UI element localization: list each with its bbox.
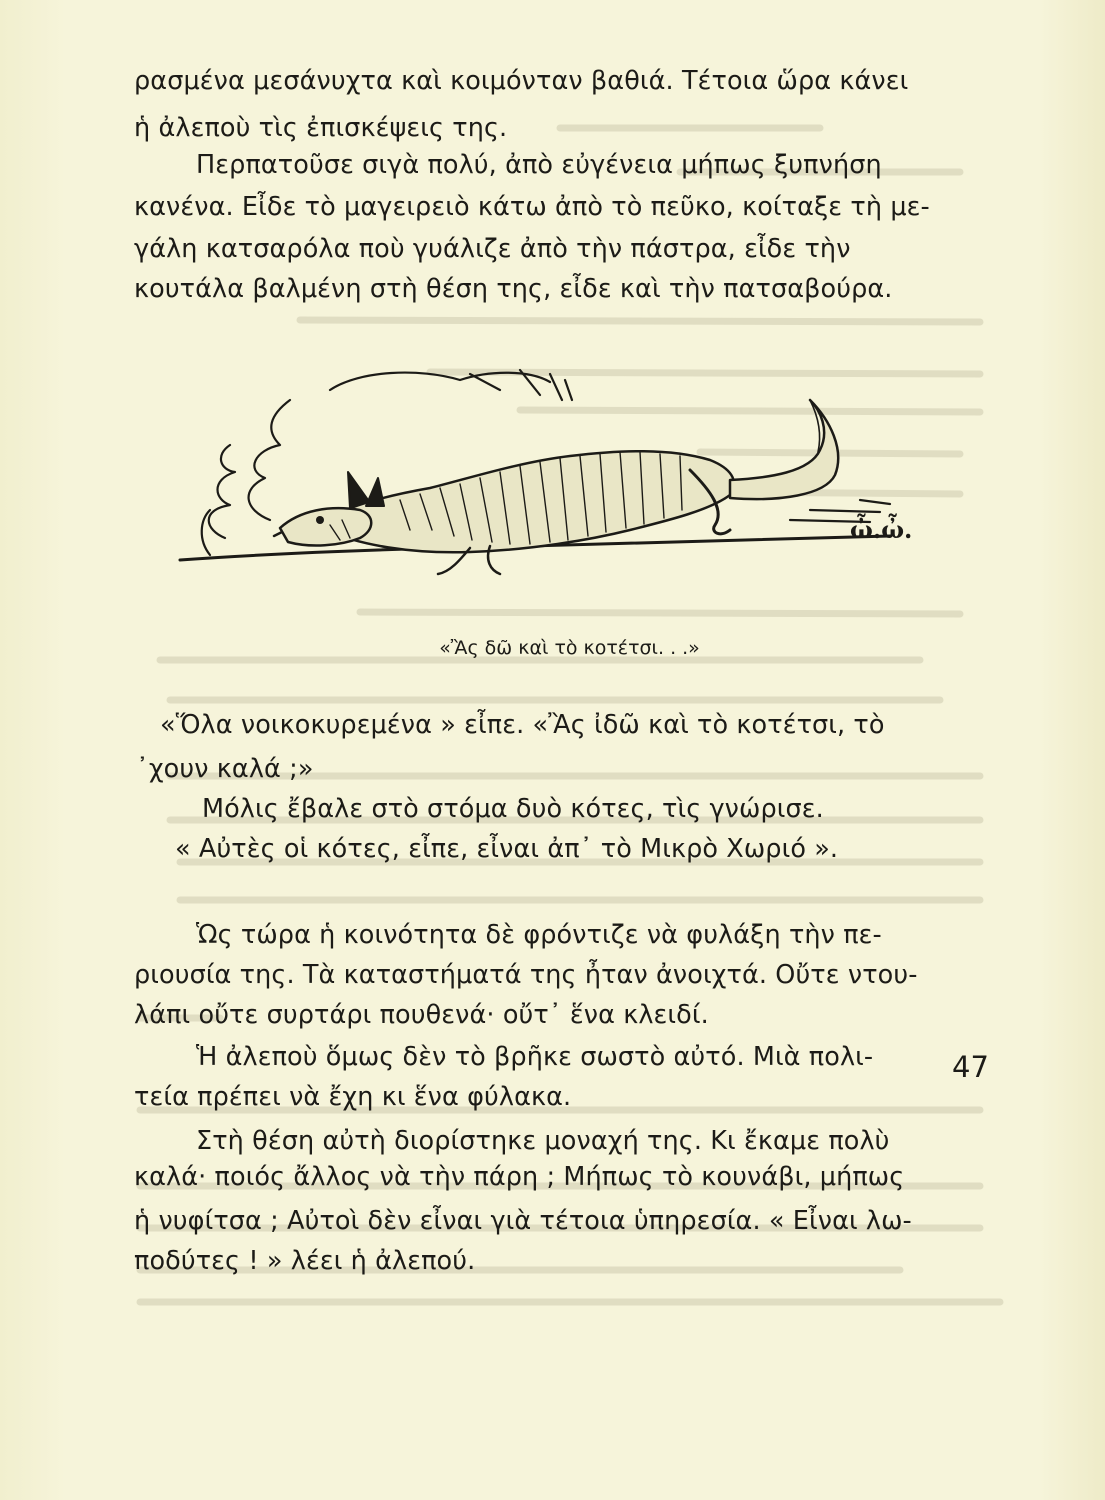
text-line: τεία πρέπει νὰ ἔχη κι ἕνα φύλακα. [134, 1082, 572, 1112]
text-line: κουτάλα βαλμένη στὴ θέση της, εἶδε καὶ τὴν πατσαβούρα. [134, 274, 893, 304]
text-line: «Ὅλα νοικοκυρεμένα » εἶπε. «Ἂς ἰδῶ καὶ τὸ κοτέτσι, τὸ [160, 710, 885, 740]
text-line: Στὴ θέση αὐτὴ διορίστηκε μοναχή της. Κι ἔκαμε πολὺ [196, 1126, 890, 1156]
text-line: Μόλις ἔβαλε στὸ στόμα δυὸ κότες, τὶς γνώρισε. [202, 794, 824, 824]
text-line: ἡ ἀλεποὺ τὶς ἐπισκέψεις της. [134, 113, 508, 143]
text-line: ποδύτες ! » λέει ἡ ἀλεπού. [134, 1246, 476, 1276]
artist-signature: ὦ.ὦ. [850, 515, 913, 544]
text-line: γάλη κατσαρόλα ποὺ γυάλιζε ἀπὸ τὴν πάστρα, εἶδε τὴν [134, 234, 851, 264]
text-line: ρασμένα μεσάνυχτα καὶ κοιμόνταν βαθιά. Τέτοια ὥρα κάνει [134, 66, 909, 96]
text-line: καλά· ποιός ἄλλος νὰ τὴν πάρη ; Μήπως τὸ κουνάβι, μήπως [134, 1162, 905, 1192]
text-line: Ὡς τώρα ἡ κοινότητα δὲ φρόντιζε νὰ φυλάξη τὴν πε- [196, 920, 882, 950]
text-line: Περπατοῦσε σιγὰ πολύ, ἀπὸ εὐγένεια μήπως ξυπνήση [196, 150, 882, 180]
illustration-caption: «Ἂς δῶ καὶ τὸ κοτέτσι. . .» [439, 637, 700, 659]
text-line: λάπι οὔτε συρτάρι πουθενά· οὔτ᾿ ἕνα κλειδί. [134, 1000, 709, 1030]
fox-illustration [170, 360, 930, 590]
text-line: ᾿χουν καλά ;» [136, 754, 314, 784]
text-line: « Αὐτὲς οἱ κότες, εἶπε, εἶναι ἀπ᾿ τὸ Μικρὸ Χωριό ». [175, 834, 839, 864]
text-line: ἡ νυφίτσα ; Αὐτοὶ δὲν εἶναι γιὰ τέτοια ὑπηρεσία. « Εἶναι λω- [134, 1206, 912, 1236]
text-line: Ἡ ἀλεποὺ ὅμως δὲν τὸ βρῆκε σωστὸ αὐτό. Μιὰ πολι- [196, 1042, 874, 1072]
text-line: κανένα. Εἶδε τὸ μαγειρειὸ κάτω ἀπὸ τὸ πεῦκο, κοίταξε τὴ με- [134, 192, 930, 222]
text-line: ριουσία της. Τὰ καταστήματά της ἦταν ἀνοιχτά. Οὔτε ντου- [134, 960, 918, 990]
page-number: 47 [952, 1050, 989, 1084]
